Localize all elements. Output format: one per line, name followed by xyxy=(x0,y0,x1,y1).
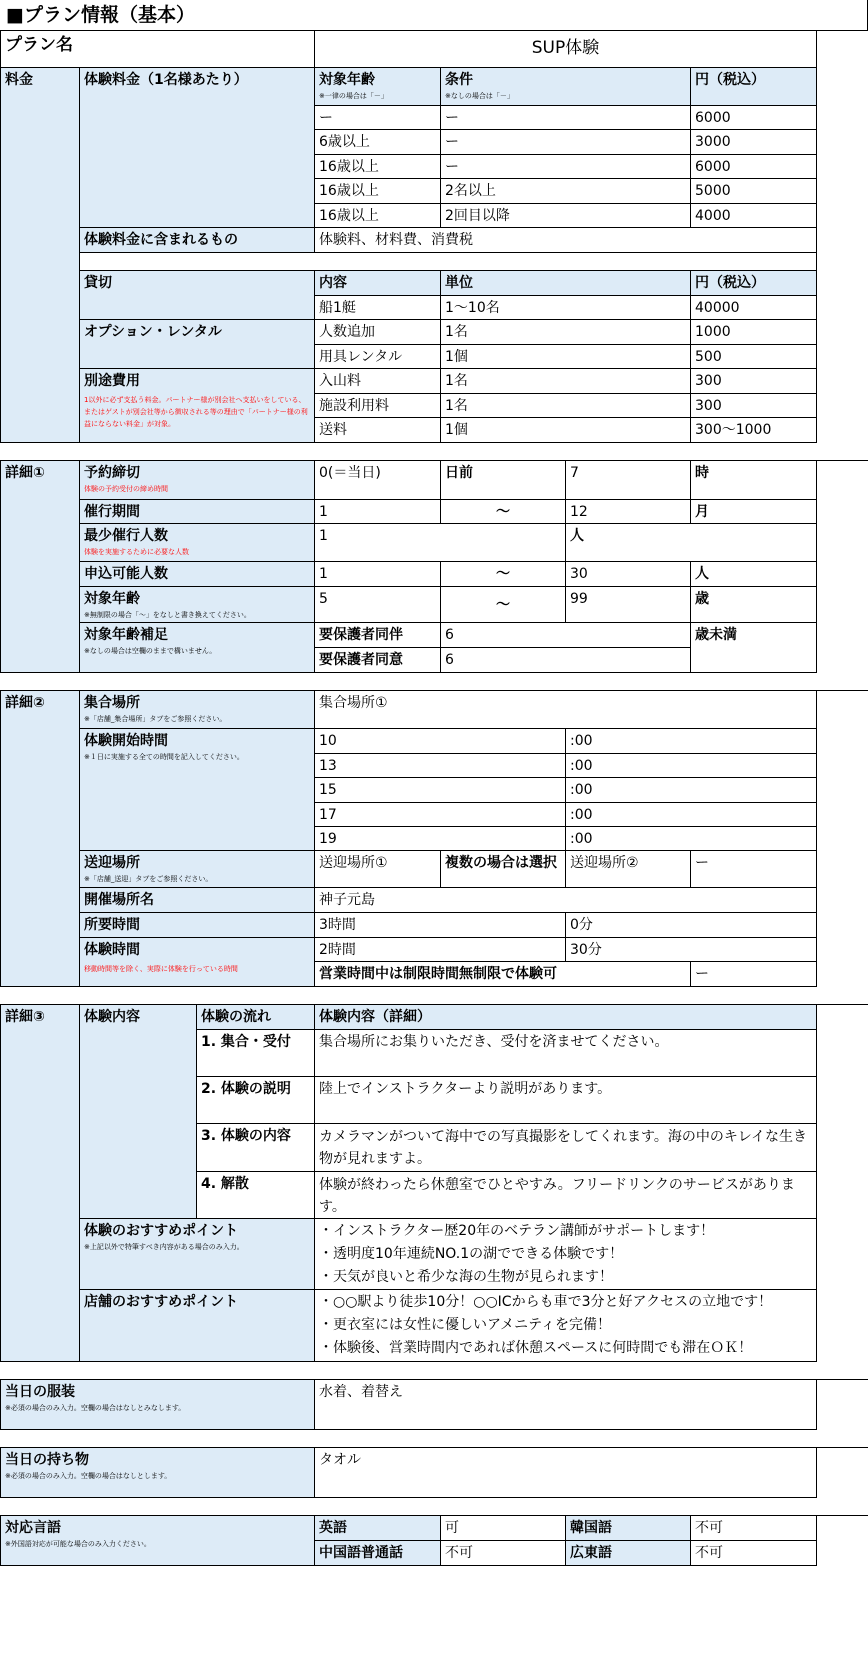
charter-label: 貸切 xyxy=(80,271,315,320)
section-gap xyxy=(0,443,868,461)
option-unit[interactable]: 1名 xyxy=(441,320,691,345)
price-row-yen[interactable]: 6000 xyxy=(691,106,817,130)
section-gap xyxy=(0,1362,868,1380)
deadline-hour-unit: 時 xyxy=(691,461,817,500)
price-row-yen[interactable]: 5000 xyxy=(691,179,817,204)
rec-point: ・天気が良いと希少な海の生物が見られます！ xyxy=(319,1269,613,1285)
pickup-place-3[interactable]: ー xyxy=(691,851,817,888)
period-label: 催行期間 xyxy=(80,500,315,524)
min-value[interactable]: 1 xyxy=(315,524,566,562)
languages-label: 対応言語 xyxy=(5,1520,61,1536)
agesup-label: 対象年齢補足 xyxy=(84,627,168,643)
separate-content[interactable]: 送料 xyxy=(315,418,441,443)
flow-step-name: 2. 体験の説明 xyxy=(197,1077,315,1124)
exp-label-cell xyxy=(80,938,315,987)
clothes-label: 当日の服装 xyxy=(5,1384,75,1400)
start-minute[interactable]: :00 xyxy=(566,803,817,827)
separate-label: 別途費用 xyxy=(84,373,140,389)
period-tilde: ～ xyxy=(441,500,566,524)
separate-unit[interactable]: 1名 xyxy=(441,369,691,394)
duration-minutes[interactable]: 0分 xyxy=(566,913,817,938)
price-row-cond[interactable]: 2回目以降 xyxy=(441,204,691,228)
start-label: 体験開始時間 xyxy=(84,733,168,749)
price-section-label: 料金 xyxy=(0,68,80,443)
col-condition xyxy=(441,68,691,106)
shop-label: 店舗のおすすめポイント xyxy=(80,1290,315,1362)
rec-label-cell xyxy=(80,1219,315,1290)
content-label: 体験内容 xyxy=(80,1005,197,1219)
start-hour[interactable]: 19 xyxy=(315,827,566,851)
start-hour[interactable]: 17 xyxy=(315,803,566,827)
price-row-yen[interactable]: 4000 xyxy=(691,204,817,228)
deadline-label-cell xyxy=(80,461,315,500)
exp-note: 移動時間等を除く、実際に体験を行っている時間 xyxy=(84,965,238,973)
start-hour[interactable]: 13 xyxy=(315,754,566,778)
age-tilde: ～ xyxy=(441,587,566,623)
rec-note: ※上記以外で特筆すべき内容がある場合のみ入力。 xyxy=(84,1243,244,1251)
price-row-age[interactable]: 16歳以上 xyxy=(315,155,441,179)
start-note: ※１日に実施する全ての時間を記入してください。 xyxy=(84,753,244,761)
separate-yen[interactable]: 300 xyxy=(691,369,817,394)
price-row-yen[interactable]: 3000 xyxy=(691,130,817,155)
col-yen-extras: 円（税込） xyxy=(691,271,817,296)
rec-point: ・透明度10年連続NO.1の湖でできる体験です！ xyxy=(319,1246,624,1262)
separate-yen[interactable]: 300～1000 xyxy=(691,418,817,443)
belongings-label: 当日の持ち物 xyxy=(5,1452,89,1468)
belongings-label-cell xyxy=(0,1448,315,1498)
included-value[interactable]: 体験料、材料費、消費税 xyxy=(315,228,817,253)
capacity-to[interactable]: 30 xyxy=(566,562,691,587)
period-from[interactable]: 1 xyxy=(315,500,441,524)
option-yen[interactable]: 500 xyxy=(691,345,817,369)
lang-english-value[interactable]: 可 xyxy=(441,1516,566,1541)
price-row-cond[interactable]: ー xyxy=(441,130,691,155)
flow-step-name: 1. 集合・受付 xyxy=(197,1030,315,1077)
guardian-label: 要保護者同伴 xyxy=(315,623,441,648)
exp-hours[interactable]: 2時間 xyxy=(315,938,566,962)
duration-hours[interactable]: 3時間 xyxy=(315,913,566,938)
lang-mandarin-value[interactable]: 不可 xyxy=(441,1541,566,1566)
period-to[interactable]: 12 xyxy=(566,500,691,524)
detail3-section-label: 詳細③ xyxy=(0,1005,80,1362)
pickup-multi-label: 複数の場合は選択 xyxy=(441,851,566,888)
separate-content[interactable]: 施設利用料 xyxy=(315,394,441,418)
clothes-note: ※必須の場合のみ入力。空欄の場合はなしとみなします。 xyxy=(5,1404,186,1412)
pickup-place-2[interactable]: 送迎場所② xyxy=(566,851,691,888)
deadline-label: 予約締切 xyxy=(84,465,140,481)
pickup-label: 送迎場所 xyxy=(84,855,140,871)
clothes-label-cell xyxy=(0,1380,315,1430)
price-spacer-row xyxy=(80,253,817,271)
agesup-note: ※なしの場合は空欄のままで構いません。 xyxy=(84,647,217,655)
price-row-cond[interactable]: ー xyxy=(441,155,691,179)
detail-label: 体験内容（詳細） xyxy=(315,1005,817,1030)
period-unit: 月 xyxy=(691,500,817,524)
pickup-place-1[interactable]: 送迎場所① xyxy=(315,851,441,888)
pickup-label-cell xyxy=(80,851,315,888)
languages-label-cell xyxy=(0,1516,315,1566)
start-hour[interactable]: 15 xyxy=(315,778,566,803)
under-age-label: 歳未満 xyxy=(691,623,817,673)
separate-note: 1以外に必ず支払う料金。パートナー様が別会社へ支払いをしている、またはゲストが別会社等から徴収される等の理由で「パートナー様の利益にならない料金」が対象。 xyxy=(84,396,308,428)
plan-name-label: プラン名 xyxy=(0,31,315,68)
included-label: 体験料金に含まれるもの xyxy=(80,228,315,253)
section-gap xyxy=(0,1498,868,1516)
age-from[interactable]: 5 xyxy=(315,587,441,623)
option-content[interactable]: 人数追加 xyxy=(315,320,441,345)
capacity-tilde: ～ xyxy=(441,562,566,587)
start-minute[interactable]: :00 xyxy=(566,778,817,803)
deadline-hour[interactable]: 7 xyxy=(566,461,691,500)
agesup-label-cell xyxy=(80,623,315,673)
col-target-age xyxy=(315,68,441,106)
price-label: 体験料金（1名様あたり） xyxy=(80,68,315,228)
venue-label: 開催場所名 xyxy=(80,888,315,913)
option-label: オプション・レンタル xyxy=(80,320,315,369)
flow-step-name: 3. 体験の内容 xyxy=(197,1124,315,1172)
min-note: 体験を実施するために必要な人数 xyxy=(84,548,189,556)
shop-point: ・更衣室には女性に優しいアメニティを完備！ xyxy=(319,1317,612,1333)
flow-label: 体験の流れ xyxy=(197,1005,315,1030)
capacity-label: 申込可能人数 xyxy=(80,562,315,587)
rec-points[interactable] xyxy=(315,1219,817,1290)
min-label: 最少催行人数 xyxy=(84,528,168,544)
meet-label-cell xyxy=(80,691,315,729)
belongings-value[interactable]: タオル xyxy=(315,1448,817,1498)
deadline-note: 体験の予約受付の締め時間 xyxy=(84,485,168,493)
lang-korean-value[interactable]: 不可 xyxy=(691,1516,817,1541)
flow-step-desc[interactable]: 陸上でインストラクターより説明があります。 xyxy=(315,1077,817,1124)
consent-value[interactable]: 6 xyxy=(441,648,691,673)
age-unit: 歳 xyxy=(691,587,817,623)
separate-label-cell xyxy=(80,369,315,443)
capacity-from[interactable]: 1 xyxy=(315,562,441,587)
charter-content[interactable]: 船1艇 xyxy=(315,296,441,320)
separate-unit[interactable]: 1個 xyxy=(441,418,691,443)
duration-label: 所要時間 xyxy=(80,913,315,938)
meet-value[interactable]: 集合場所① xyxy=(315,691,817,729)
consent-label: 要保護者同意 xyxy=(315,648,441,673)
min-label-cell xyxy=(80,524,315,562)
age-note: ※無制限の場合「～」をなしと書き換えてください。 xyxy=(84,611,251,619)
price-row-age[interactable]: ー xyxy=(315,106,441,130)
lang-cantonese-label: 広東語 xyxy=(566,1541,691,1566)
price-row-cond[interactable]: 2名以上 xyxy=(441,179,691,204)
unlimited-value[interactable]: ー xyxy=(691,962,817,987)
deadline-days[interactable]: 0(＝当日) xyxy=(315,461,441,500)
start-minute[interactable]: :00 xyxy=(566,827,817,851)
option-unit[interactable]: 1個 xyxy=(441,345,691,369)
deadline-days-unit: 日前 xyxy=(441,461,566,500)
col-condition-note: ※なしの場合は「－」 xyxy=(445,92,514,100)
option-content[interactable]: 用具レンタル xyxy=(315,345,441,369)
col-content: 内容 xyxy=(315,271,441,296)
belongings-note: ※必須の場合のみ入力。空欄の場合はなしとします。 xyxy=(5,1472,172,1480)
section-gap xyxy=(0,987,868,1005)
col-target-age-text: 対象年齢 xyxy=(319,72,375,88)
separate-unit[interactable]: 1名 xyxy=(441,394,691,418)
meet-label: 集合場所 xyxy=(84,695,140,711)
lang-cantonese-value[interactable]: 不可 xyxy=(691,1541,817,1566)
age-to[interactable]: 99 xyxy=(566,587,691,623)
start-hour[interactable]: 10 xyxy=(315,729,566,754)
capacity-unit: 人 xyxy=(691,562,817,587)
col-condition-text: 条件 xyxy=(445,72,473,88)
charter-yen[interactable]: 40000 xyxy=(691,296,817,320)
rec-label: 体験のおすすめポイント xyxy=(84,1223,239,1239)
start-label-cell xyxy=(80,729,315,851)
pickup-note: ※「店舗_送迎」タブをご参照ください。 xyxy=(84,875,213,883)
start-minute[interactable]: :00 xyxy=(566,754,817,778)
start-minute[interactable]: :00 xyxy=(566,729,817,754)
lang-korean-label: 韓国語 xyxy=(566,1516,691,1541)
flow-step-name: 4. 解散 xyxy=(197,1172,315,1219)
option-yen[interactable]: 1000 xyxy=(691,320,817,345)
venue-value[interactable]: 神子元島 xyxy=(315,888,817,913)
section-gap xyxy=(0,673,868,691)
exp-minutes[interactable]: 30分 xyxy=(566,938,817,962)
min-unit: 人 xyxy=(566,524,817,562)
flow-step-desc[interactable]: カメラマンがついて海中での写真撮影をしてくれます。海の中のキレイな生き物が見れますよ。 xyxy=(315,1124,817,1172)
title-row xyxy=(0,0,868,31)
detail1-section-label: 詳細① xyxy=(0,461,80,673)
lang-english-label: 英語 xyxy=(315,1516,441,1541)
sheet-title: ■プラン情報（基本） xyxy=(6,4,195,26)
exp-label: 体験時間 xyxy=(84,942,140,958)
price-row-cond[interactable]: ー xyxy=(441,106,691,130)
col-yen: 円（税込） xyxy=(691,68,817,106)
clothes-value[interactable]: 水着、着替え xyxy=(315,1380,817,1430)
age-label-cell xyxy=(80,587,315,623)
detail2-section-label: 詳細② xyxy=(0,691,80,987)
plan-name-value[interactable]: SUP体験 xyxy=(315,31,817,68)
age-label: 対象年齢 xyxy=(84,591,140,607)
price-row-yen[interactable]: 6000 xyxy=(691,155,817,179)
guardian-value[interactable]: 6 xyxy=(441,623,691,648)
shop-point: ・体験後、営業時間内であれば休憩スペースに何時間でも滞在ＯＫ！ xyxy=(319,1340,753,1356)
price-row-age[interactable]: 16歳以上 xyxy=(315,179,441,204)
charter-unit[interactable]: 1～10名 xyxy=(441,296,691,320)
unlimited-label: 営業時間中は制限時間無制限で体験可 xyxy=(315,962,691,987)
flow-step-desc[interactable]: 集合場所にお集りいただき、受付を済ませてください。 xyxy=(315,1030,817,1077)
col-target-age-note: ※一律の場合は「－」 xyxy=(319,92,388,100)
separate-content[interactable]: 入山料 xyxy=(315,369,441,394)
rec-point: ・インストラクター歴20年のベテラン講師がサポートします！ xyxy=(319,1223,715,1239)
flow-step-desc[interactable]: 体験が終わったら休憩室でひとやすみ。フリードリンクのサービスがあります。 xyxy=(315,1172,817,1219)
shop-point: ・○○駅より徒歩10分！○○ICからも車で3分と好アクセスの立地です！ xyxy=(319,1294,773,1310)
meet-note: ※「店舗_集合場所」タブをご参照ください。 xyxy=(84,715,227,723)
col-unit: 単位 xyxy=(441,271,691,296)
lang-mandarin-label: 中国語普通話 xyxy=(315,1541,441,1566)
languages-note: ※外国語対応が可能な場合のみ入力ください。 xyxy=(5,1540,151,1548)
section-gap xyxy=(0,1430,868,1448)
shop-points[interactable] xyxy=(315,1290,817,1362)
price-row-age[interactable]: 6歳以上 xyxy=(315,130,441,155)
price-row-age[interactable]: 16歳以上 xyxy=(315,204,441,228)
separate-yen[interactable]: 300 xyxy=(691,394,817,418)
